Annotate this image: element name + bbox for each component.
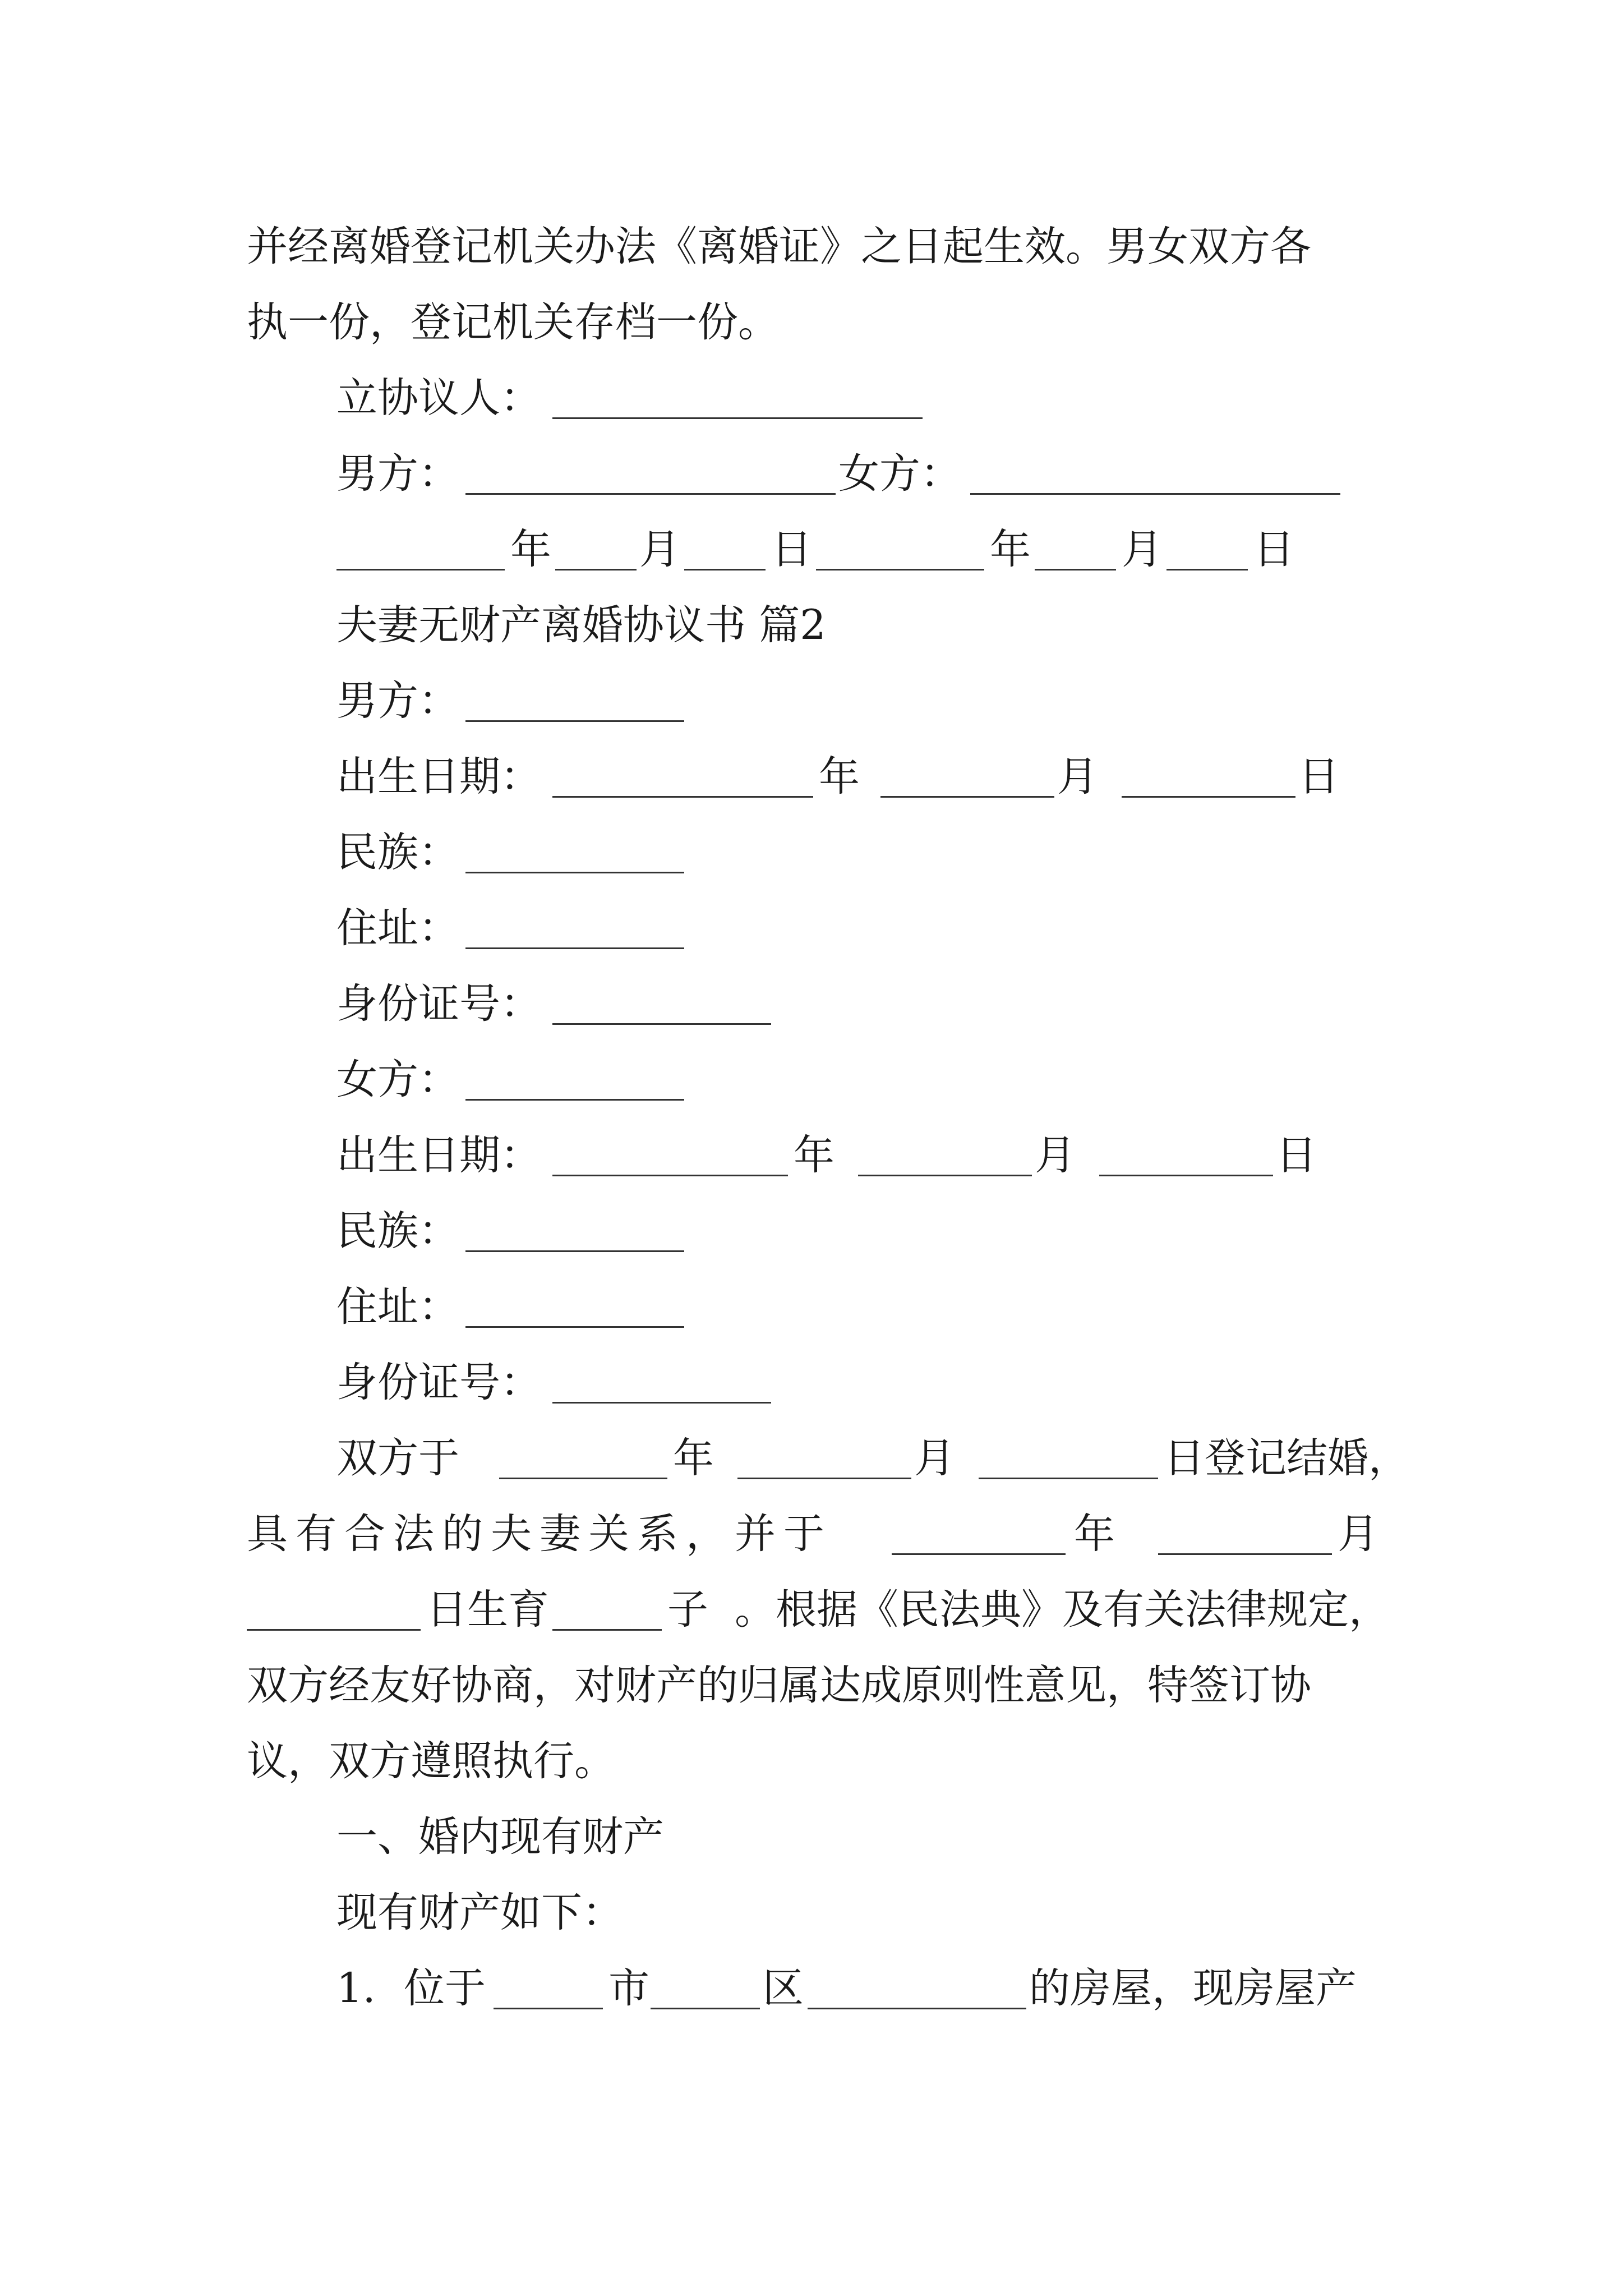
signature-line: [0, 435, 1623, 513]
item1-city-label: 市: [608, 1964, 649, 2012]
male-ethnicity-label: 民族：: [336, 829, 459, 876]
para-p5: 议，双方遵照执行。: [247, 1737, 615, 1785]
female-ethnicity-blank[interactable]: [465, 1250, 684, 1252]
paragraph-line-5: [0, 1722, 1623, 1801]
male-ethnicity-line: [0, 813, 1623, 892]
male-address-blank[interactable]: [465, 947, 684, 949]
property-intro-line: [0, 1874, 1623, 1952]
marriage-year-label: 年: [673, 1434, 714, 1482]
male-address-line: [0, 889, 1623, 968]
item1-address-blank[interactable]: [808, 2008, 1026, 2009]
male-birth-month-label: 月: [1057, 753, 1098, 800]
female-birth-day-label: 日: [1276, 1131, 1317, 1179]
female-ethnicity-label: 民族：: [336, 1207, 459, 1255]
female-party-blank[interactable]: [465, 1099, 684, 1101]
female-party-line: [0, 1041, 1623, 1119]
para-p1-start: 双方于: [336, 1434, 459, 1482]
para-p1-reg: 日登记结婚，: [1164, 1434, 1409, 1482]
birth-month-blank[interactable]: [1158, 1553, 1332, 1555]
birth-year-blank[interactable]: [892, 1553, 1066, 1555]
continuation-text-1: 并经离婚登记机关办法《离婚证》之日起生效。男女双方各: [247, 223, 1311, 270]
female-birth-month-blank[interactable]: [858, 1175, 1032, 1176]
female-birth-month-label: 月: [1035, 1131, 1076, 1179]
female-address-label: 住址：: [336, 1283, 459, 1331]
item1-district-label: 区: [763, 1964, 804, 2012]
signer-label: 立协议人：: [336, 374, 541, 422]
heading-line: [0, 1798, 1623, 1876]
section-title: 夫妻无财产离婚协议书 篇2: [336, 601, 826, 649]
para-p2-start: 具有合法的夫妻关系，并于: [247, 1510, 832, 1558]
male-id-blank[interactable]: [552, 1023, 771, 1025]
female-party-label: 女方：: [336, 1056, 459, 1103]
marriage-month-label: 月: [914, 1434, 955, 1482]
para-p3-birth: 日生育: [426, 1586, 549, 1634]
birth-year-label: 年: [1074, 1510, 1115, 1558]
marriage-year-blank[interactable]: [499, 1478, 667, 1479]
female-id-blank[interactable]: [552, 1402, 771, 1404]
date1-day-label: 日: [771, 526, 812, 573]
signature-female-blank[interactable]: [970, 493, 1340, 495]
male-id-label: 身份证号：: [336, 980, 541, 1028]
signer-blank[interactable]: [552, 417, 923, 419]
heading-marital-property: 一、婚内现有财产: [336, 1813, 664, 1861]
date1-year-label: 年: [510, 526, 551, 573]
male-birth-year-label: 年: [819, 753, 860, 800]
item1-number: 1.: [336, 1964, 376, 2012]
male-birth-line: [0, 738, 1623, 816]
male-birth-day-label: 日: [1298, 753, 1339, 800]
birth-month-label: 月: [1338, 1510, 1378, 1558]
signature-female-label: 女方：: [838, 450, 961, 498]
date1-month-blank[interactable]: [555, 569, 637, 570]
male-birth-label: 出生日期：: [336, 753, 541, 800]
date2-month-blank[interactable]: [1035, 569, 1116, 570]
continuation-line-2: [0, 283, 1623, 362]
paragraph-line-4: [0, 1646, 1623, 1725]
para-p4: 双方经友好协商，对财产的归属达成原则性意见，特签订协: [247, 1662, 1311, 1709]
date1-month-label: 月: [639, 526, 680, 573]
date2-day-label: 日: [1253, 526, 1294, 573]
signature-male-blank[interactable]: [465, 493, 836, 495]
signature-male-label: 男方：: [336, 450, 459, 498]
continuation-line-1: [0, 208, 1623, 286]
date2-day-blank[interactable]: [1166, 569, 1248, 570]
section-title-line: [0, 586, 1623, 665]
item1-district-blank[interactable]: [651, 2008, 760, 2009]
date2-year-label: 年: [990, 526, 1031, 573]
date1-day-blank[interactable]: [684, 569, 766, 570]
male-address-label: 住址：: [336, 904, 459, 952]
male-party-blank[interactable]: [465, 720, 684, 722]
female-id-line: [0, 1343, 1623, 1422]
continuation-text-2: 执一份，登记机关存档一份。: [247, 298, 779, 346]
female-birth-label: 出生日期：: [336, 1131, 541, 1179]
item1-rest: 的房屋，现房屋产: [1029, 1964, 1357, 2012]
female-birth-day-blank[interactable]: [1099, 1175, 1273, 1176]
male-party-line: [0, 662, 1623, 740]
birth-day-blank[interactable]: [247, 1629, 421, 1631]
male-birth-day-blank[interactable]: [1122, 796, 1295, 798]
paragraph-line-1: [0, 1419, 1623, 1498]
item1-line: [0, 1949, 1623, 2028]
male-birth-year-blank[interactable]: [552, 796, 813, 798]
item1-located: 位于: [404, 1964, 486, 2012]
signer-line: [0, 359, 1623, 438]
child-count-blank[interactable]: [552, 1629, 662, 1631]
male-party-label: 男方：: [336, 677, 459, 725]
date2-year-blank[interactable]: [816, 569, 984, 570]
male-ethnicity-blank[interactable]: [465, 872, 684, 873]
signature-date-line: [0, 510, 1623, 589]
female-ethnicity-line: [0, 1192, 1623, 1271]
female-address-blank[interactable]: [465, 1326, 684, 1328]
para-p3-child: 子: [667, 1586, 708, 1634]
female-birth-year-blank[interactable]: [552, 1175, 788, 1176]
paragraph-line-3: [0, 1571, 1623, 1649]
female-id-label: 身份证号：: [336, 1359, 541, 1406]
female-birth-line: [0, 1116, 1623, 1195]
para-p3-rest: 。根据《民法典》及有关法律规定，: [735, 1586, 1390, 1634]
male-id-line: [0, 965, 1623, 1043]
item1-city-blank[interactable]: [494, 2008, 603, 2009]
property-intro: 现有财产如下：: [336, 1889, 623, 1936]
marriage-day-blank[interactable]: [979, 1478, 1158, 1479]
date1-year-blank[interactable]: [336, 569, 505, 570]
female-address-line: [0, 1268, 1623, 1346]
paragraph-line-2: [0, 1495, 1623, 1573]
female-birth-year-label: 年: [794, 1131, 834, 1179]
date2-month-label: 月: [1122, 526, 1163, 573]
male-birth-month-blank[interactable]: [880, 796, 1054, 798]
marriage-month-blank[interactable]: [737, 1478, 911, 1479]
